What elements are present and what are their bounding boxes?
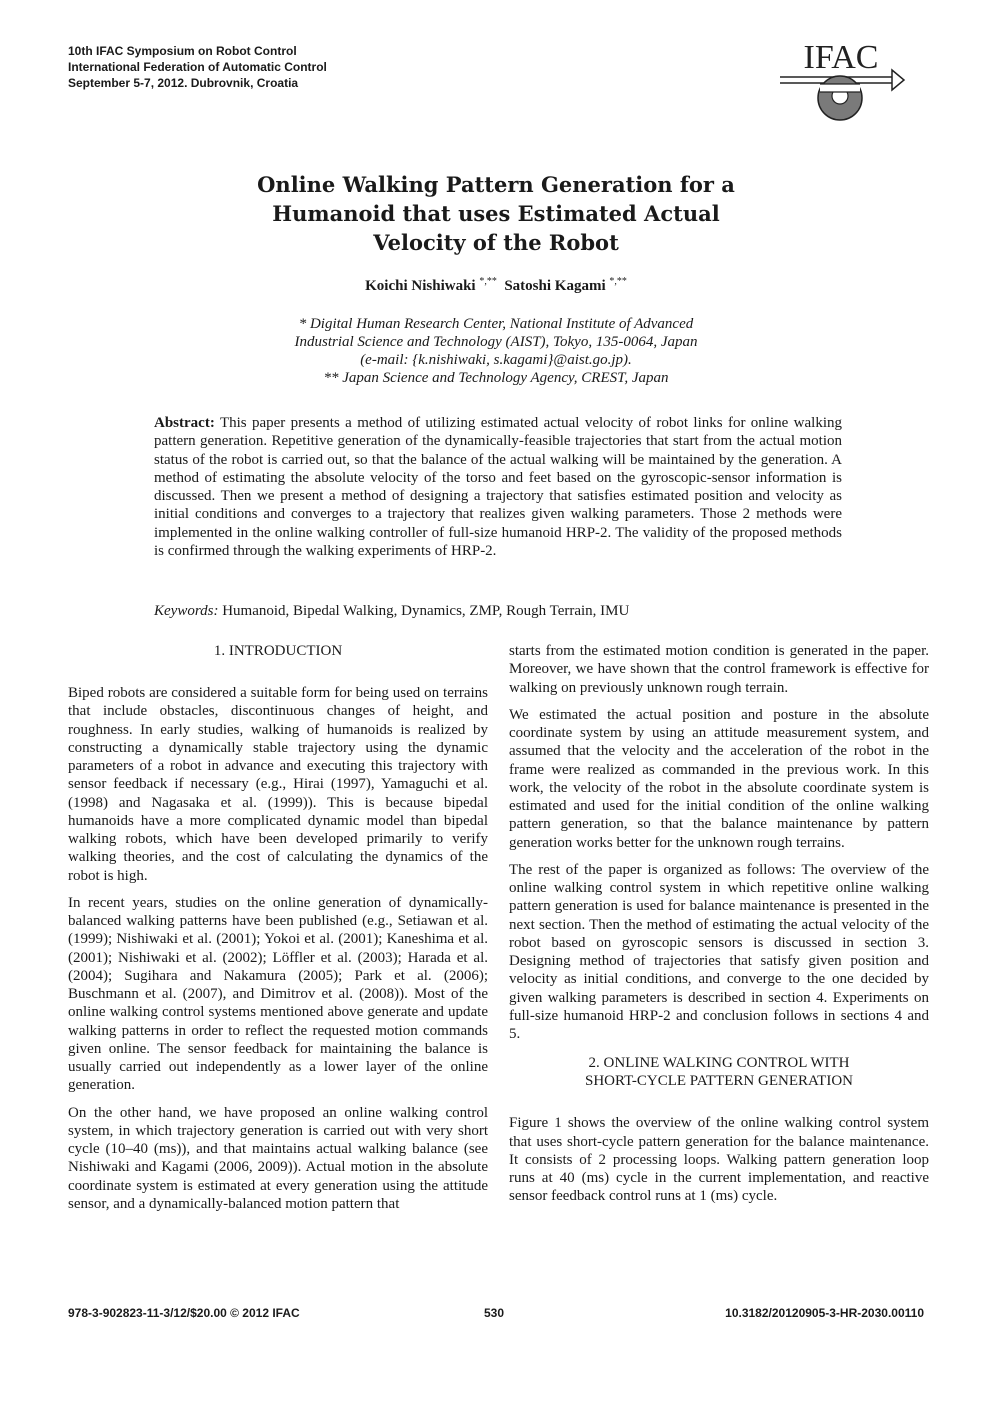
conference-name: 10th IFAC Symposium on Robot Control xyxy=(68,44,297,58)
paragraph-6: The rest of the paper is organized as follows: The overview of the online walking control system in which repetitive online walking pattern generation is used for balance maintenance is presented in the next section. Then the method of estimating the actual velocity of the robot based on gyroscopic sensors is discussed in section 3. Designing method of trajectories that satisfy given position and velocity as initial conditions, and converge to the one decided by given walking parameters is described in section 4. Experiments on full-size humanoid HRP-2 and conclusion follows in sections 4 and 5. xyxy=(509,861,929,1042)
title-line-3: Velocity of the Robot xyxy=(373,230,619,255)
conference-header xyxy=(68,43,327,91)
conference-date-location: September 5-7, 2012. Dubrovnik, Croatia xyxy=(68,76,299,90)
ifac-logo xyxy=(776,38,906,130)
author-1-affiliation-marks: *,** xyxy=(479,276,497,287)
affiliations xyxy=(150,315,842,387)
keywords xyxy=(154,602,842,620)
affiliation-line-2: Industrial Science and Technology (AIST), Tokyo, 135-0064, Japan xyxy=(294,334,698,350)
section-2-heading-line-1: 2. ONLINE WALKING CONTROL WITH xyxy=(588,1055,850,1072)
keywords-text: Humanoid, Bipedal Walking, Dynamics, ZMP, Rough Terrain, IMU xyxy=(222,603,630,619)
paper-title xyxy=(150,170,842,257)
footer-doi: 10.3182/20120905-3-HR-2030.00110 xyxy=(725,1306,924,1320)
title-line-1: Online Walking Pattern Generation for a xyxy=(257,172,735,197)
federation-name: International Federation of Automatic Control xyxy=(68,60,327,74)
paragraph-5: We estimated the actual position and posture in the absolute coordinate system by using an attitude measurement system, and assumed that the velocity and the acceleration of the robot in the frame were realized as commanded in the previous work. In this work, the velocity of the robot in the absolute coordinate system is estimated and used for the initial condition of the online walking pattern generation, so that the balance maintenance by pattern generation works better for the unknown rough terrains. xyxy=(509,706,929,851)
title-line-2: Humanoid that uses Estimated Actual xyxy=(272,201,720,226)
ifac-logo-text: IFAC xyxy=(803,39,879,76)
author-1: Koichi Nishiwaki xyxy=(365,278,476,294)
section-2-heading-line-2: SHORT-CYCLE PATTERN GENERATION xyxy=(584,1073,853,1090)
paragraph-4: starts from the estimated motion condition is generated in the paper. Moreover, we have shown that the control framework is effective for walking on previously unknown rough terrain. xyxy=(509,643,929,696)
paragraph-3: On the other hand, we have proposed an online walking control system, in which trajectory generation is carried out with very short cycle (10–40 (ms)), and that maintains actual walking balance (see Nishiwaki and Kagami (2006, 2009)). Actual motion in the absolute coordinate system is estimated at every generation using the attitude sensor, and a dynamically-balanced motion pattern that xyxy=(68,1104,488,1212)
abstract-label: Abstract: xyxy=(154,415,215,431)
author-list xyxy=(150,276,842,295)
paragraph-1: Biped robots are considered a suitable form for being used on terrains that include obstacles, discontinuous changes of height, and roughness. In early studies, walking of humanoids is realized by constructing a dynamically stable trajectory using the dynamic parameters of a robot in advance and executing this trajectory with sensor feedback if necessary (e.g., Hirai (1997), Yamaguchi et al. (1998) and Nagasaka et al. (1999)). This is because bipedal humanoids have a more complicated dynamic model than bipedal walking robots, which have been developed primarily to verify walking theories, and the cost of calculating the dynamics of the robot is high. xyxy=(68,685,488,884)
right-column xyxy=(509,642,929,1215)
section-2-heading xyxy=(509,1054,929,1090)
author-2-affiliation-marks: *,** xyxy=(609,276,627,287)
paragraph-7: Figure 1 shows the overview of the online walking control system that uses short-cycle pattern generation for the balance maintenance. It consists of 2 processing loops. Walking pattern generation loop runs at 40 (ms) cycle in the current implementation, and reactive sensor feedback control runs at 1 (ms) cycle. xyxy=(509,1115,929,1205)
affiliation-line-1: * Digital Human Research Center, National Institute of Advanced xyxy=(298,316,694,332)
footer-page-number: 530 xyxy=(484,1306,505,1320)
paragraph-2: In recent years, studies on the online generation of dynamically-balanced walking patterns have been published (e.g., Setiawan et al. (1999); Nishiwaki et al. (2001); Yokoi et al. (2001); Kaneshima et al. (2001); Nishiwaki et al. (2002); Löffler et al. (2003); Harada et al. (2004); Sugihara and Nakamura (2005); Park et al. (2006); Buschmann et al. (2007), and Dimitrov et al. (2008)). Most of the online walking control systems mentioned above generate and update walking patterns in order to reflect the requested motion commands given online. The sensor feedback for maintaining the balance is usually carried out independently as a lower layer of the online generation. xyxy=(68,894,488,1094)
abstract xyxy=(154,414,842,560)
affiliation-line-4: ** Japan Science and Technology Agency, CREST, Japan xyxy=(323,370,669,386)
abstract-text: This paper presents a method of utilizing estimated actual velocity of robot links for online walking pattern generation. Repetitive generation of the dynamically-feasible trajectories that start from the actual motion status of the robot is carried out, so that the balance of the actual walking will be maintained by the generation. A method of estimating the absolute velocity of the torso and feet based on the gyroscopic-sensor information is discussed. Then we present a method of designing a trajectory that satisfies estimated position and velocity as initial conditions and converges to a trajectory that realizes given walking parameters. Those 2 methods were implemented in the online walking controller of full-size humanoid HRP-2. The validity of the proposed methods is confirmed through the walking experiments of HRP-2. xyxy=(154,415,842,560)
footer-isbn: 978-3-902823-11-3/12/$20.00 © 2012 IFAC xyxy=(68,1306,300,1320)
keywords-label: Keywords: xyxy=(154,603,219,619)
author-2: Satoshi Kagami xyxy=(504,278,606,294)
left-column xyxy=(68,642,488,1222)
affiliation-email: (e-mail: {k.nishiwaki, s.kagami}@aist.go.jp). xyxy=(360,352,632,368)
section-1-heading: 1. INTRODUCTION xyxy=(213,643,343,659)
